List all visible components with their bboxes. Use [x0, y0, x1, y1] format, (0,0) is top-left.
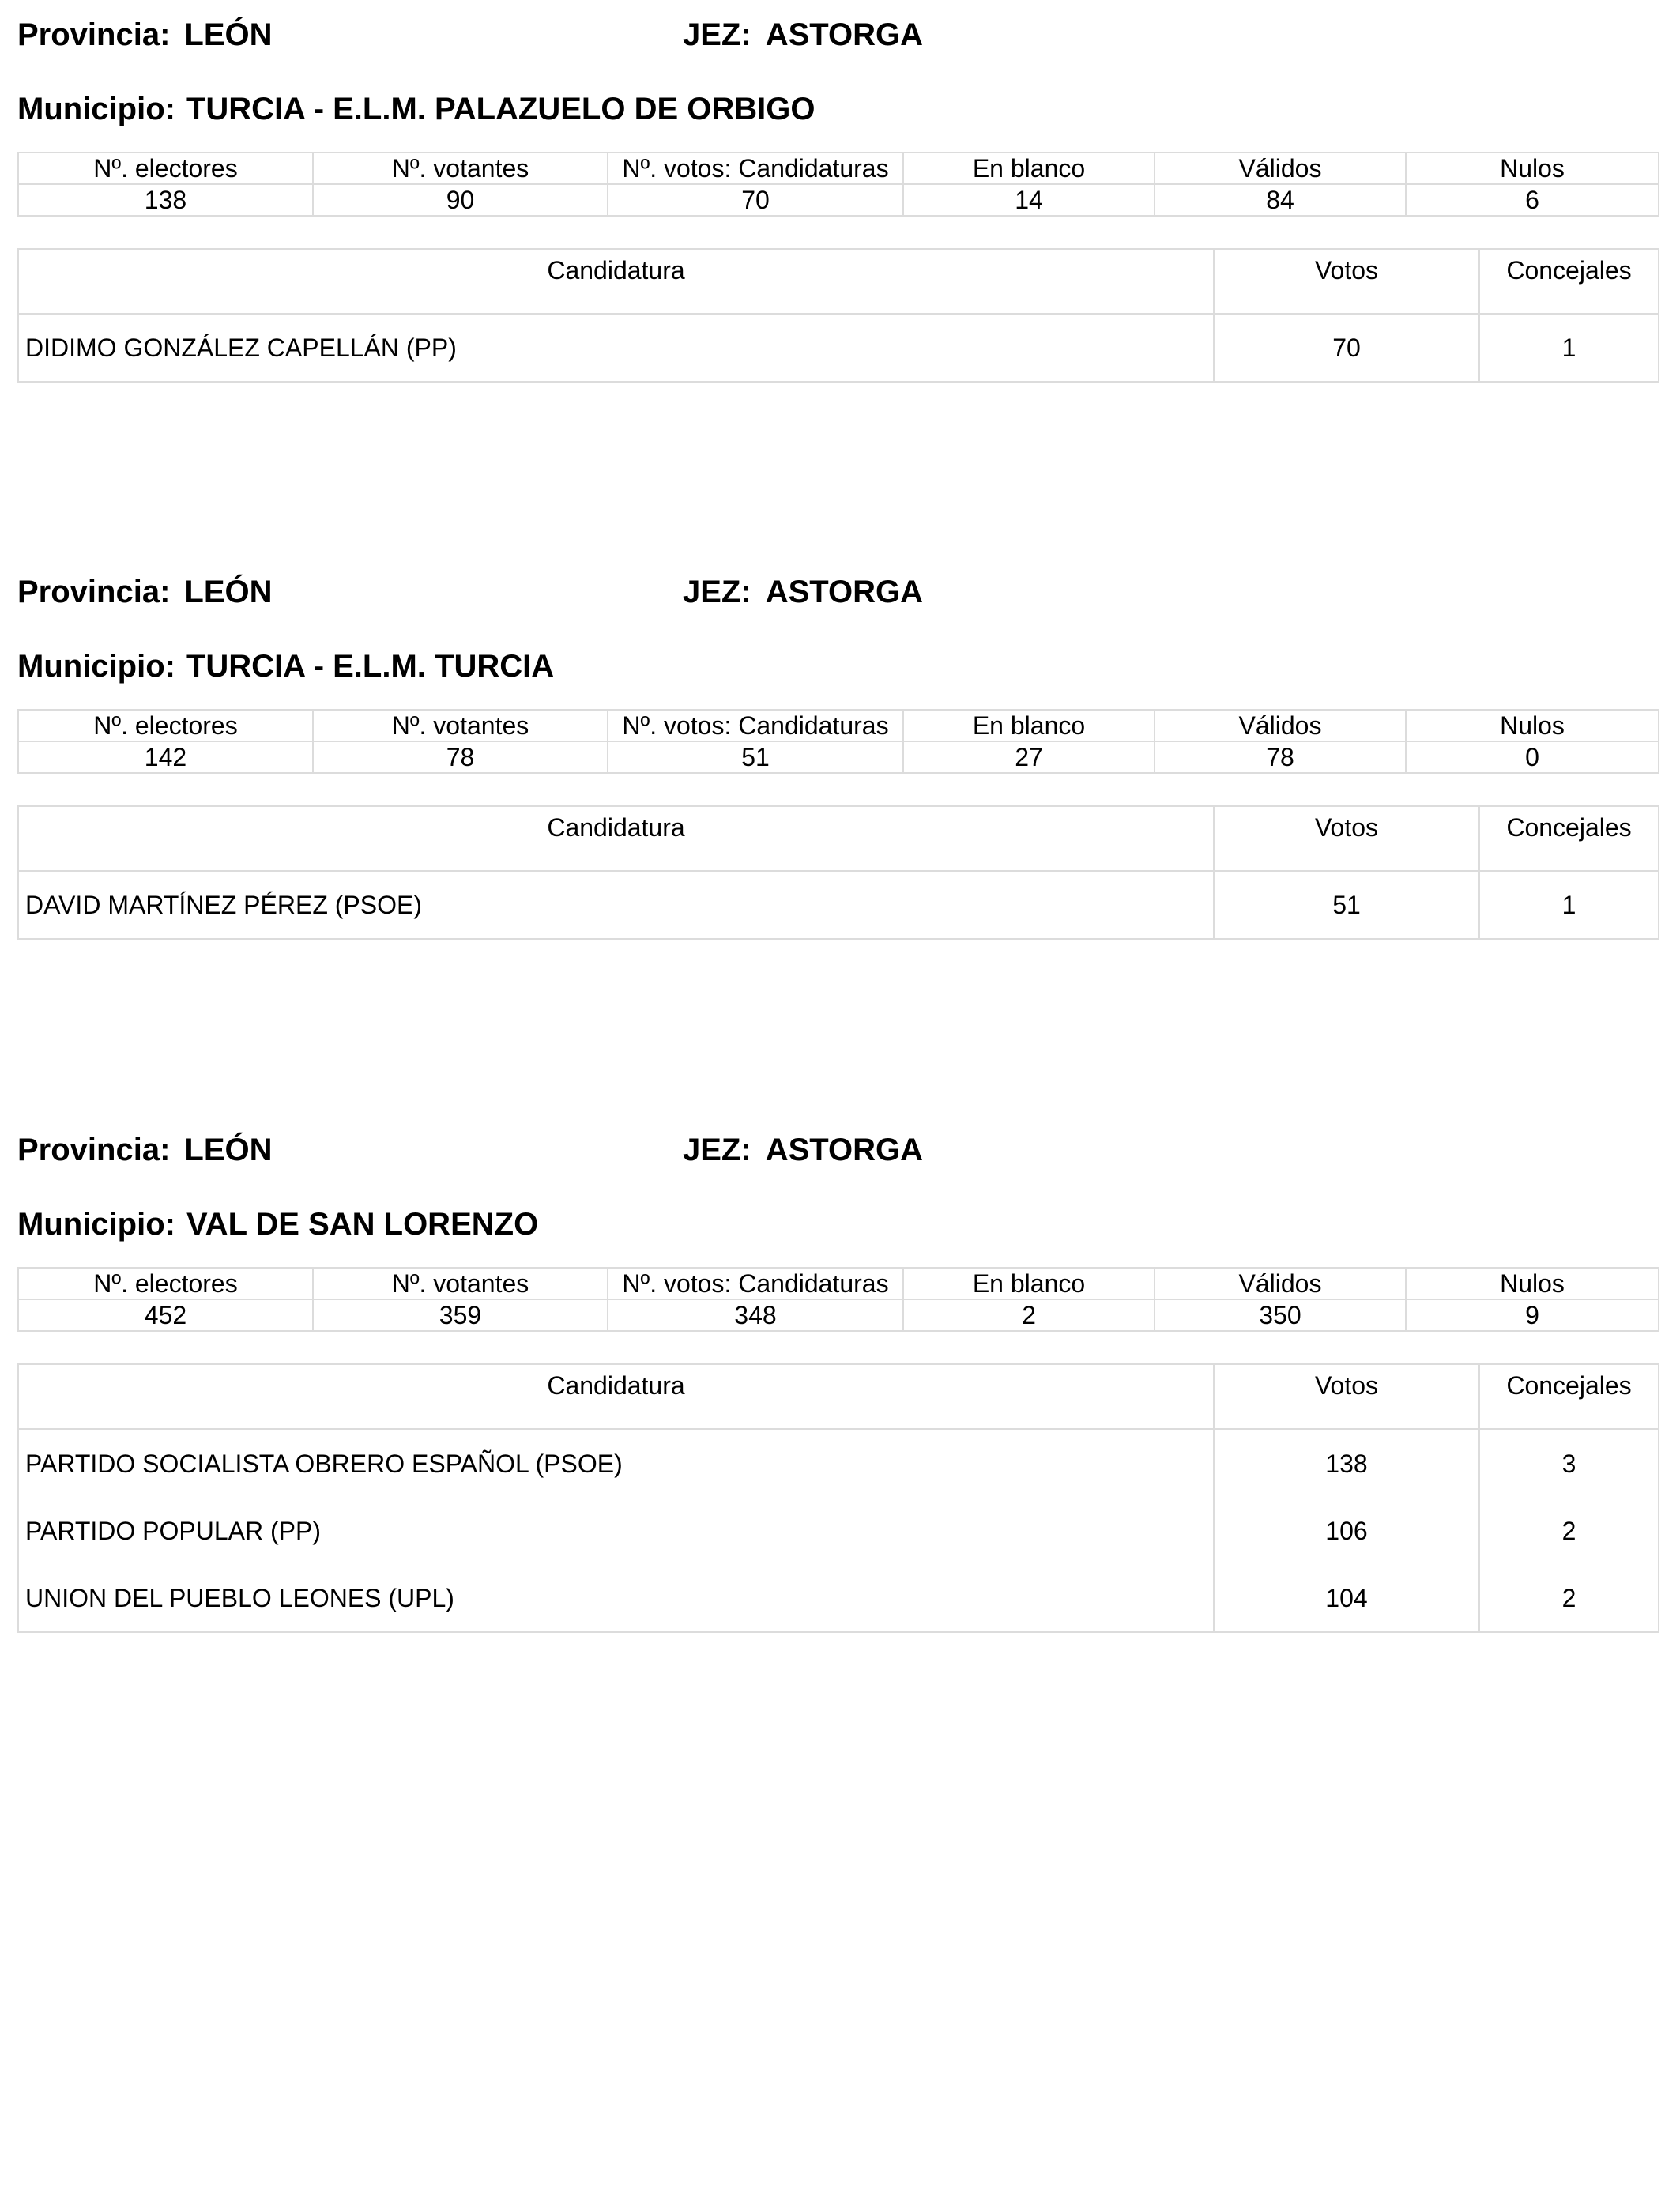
provincia-heading [17, 568, 273, 616]
stats-value-nulos: 9 [1406, 1299, 1659, 1331]
stats-value-nulos: 6 [1406, 184, 1659, 216]
provincia-heading [17, 1126, 273, 1174]
stats-value-electores: 142 [18, 741, 313, 773]
stats-value-row [18, 741, 1659, 773]
stats-header-validos: Válidos [1155, 710, 1406, 741]
stats-header-votantes: Nº. votantes [313, 1268, 608, 1299]
header-candidatura: Candidatura [18, 249, 1214, 314]
candidatura-concejales: 2 [1479, 1497, 1659, 1564]
candidatura-row [18, 314, 1659, 382]
jez-label: JEZ: [683, 575, 751, 609]
provincia-label: Provincia: [17, 1133, 171, 1167]
candidatura-name: DAVID MARTÍNEZ PÉREZ (PSOE) [18, 871, 1214, 939]
stats-value-votantes: 78 [313, 741, 608, 773]
stats-header-nulos: Nulos [1406, 710, 1659, 741]
stats-value-row [18, 1299, 1659, 1331]
provincia-label: Provincia: [17, 17, 171, 52]
header-candidatura: Candidatura [18, 1364, 1214, 1429]
municipio-value: TURCIA - E.L.M. TURCIA [186, 649, 555, 684]
stats-header-electores: Nº. electores [18, 710, 313, 741]
stats-table [17, 709, 1659, 774]
stats-header-votos-candidaturas: Nº. votos: Candidaturas [608, 153, 903, 184]
header-candidatura: Candidatura [18, 806, 1214, 871]
header-concejales: Concejales [1479, 249, 1659, 314]
stats-header-row [18, 153, 1659, 184]
header-votos: Votos [1214, 249, 1479, 314]
stats-header-row [18, 710, 1659, 741]
stats-table [17, 1267, 1659, 1332]
candidaturas-table [17, 248, 1659, 383]
stats-value-votos-candidaturas: 51 [608, 741, 903, 773]
jez-heading [683, 1126, 923, 1174]
candidatura-concejales: 1 [1479, 871, 1659, 939]
stats-value-votantes: 359 [313, 1299, 608, 1331]
candidatura-concejales: 2 [1479, 1564, 1659, 1632]
candidatura-row [18, 1429, 1659, 1497]
stats-header-votos-candidaturas: Nº. votos: Candidaturas [608, 710, 903, 741]
stats-header-validos: Válidos [1155, 1268, 1406, 1299]
stats-value-votos-candidaturas: 348 [608, 1299, 903, 1331]
stats-header-votantes: Nº. votantes [313, 153, 608, 184]
municipio-section-2 [0, 568, 1680, 1011]
header-concejales: Concejales [1479, 806, 1659, 871]
header-votos: Votos [1214, 1364, 1479, 1429]
municipio-label: Municipio: [17, 1207, 175, 1242]
candidatura-name: PARTIDO SOCIALISTA OBRERO ESPAÑOL (PSOE) [18, 1429, 1214, 1497]
stats-value-en-blanco: 2 [903, 1299, 1155, 1331]
jez-heading [683, 11, 923, 58]
stats-header-electores: Nº. electores [18, 153, 313, 184]
candidatura-votos: 106 [1214, 1497, 1479, 1564]
candidaturas-table [17, 1363, 1659, 1633]
stats-value-nulos: 0 [1406, 741, 1659, 773]
candidatura-name: UNION DEL PUEBLO LEONES (UPL) [18, 1564, 1214, 1632]
stats-header-votantes: Nº. votantes [313, 710, 608, 741]
stats-header-en-blanco: En blanco [903, 153, 1155, 184]
stats-value-validos: 350 [1155, 1299, 1406, 1331]
stats-header-validos: Válidos [1155, 153, 1406, 184]
municipio-value: VAL DE SAN LORENZO [186, 1207, 539, 1242]
municipio-heading [17, 85, 816, 133]
candidatura-row [18, 871, 1659, 939]
candidatura-name: DIDIMO GONZÁLEZ CAPELLÁN (PP) [18, 314, 1214, 382]
stats-value-validos: 84 [1155, 184, 1406, 216]
municipio-label: Municipio: [17, 92, 175, 126]
candidatura-votos: 104 [1214, 1564, 1479, 1632]
stats-value-electores: 138 [18, 184, 313, 216]
stats-header-nulos: Nulos [1406, 153, 1659, 184]
provincia-value: LEÓN [184, 17, 273, 52]
jez-value: ASTORGA [765, 575, 923, 609]
provincia-value: LEÓN [184, 1133, 273, 1167]
stats-header-electores: Nº. electores [18, 1268, 313, 1299]
candidaturas-header-row [18, 249, 1659, 314]
stats-value-votos-candidaturas: 70 [608, 184, 903, 216]
provincia-label: Provincia: [17, 575, 171, 609]
candidaturas-header-row [18, 806, 1659, 871]
candidaturas-table [17, 805, 1659, 940]
candidatura-votos: 138 [1214, 1429, 1479, 1497]
municipio-heading [17, 1201, 538, 1248]
provincia-value: LEÓN [184, 575, 273, 609]
jez-value: ASTORGA [765, 17, 923, 52]
municipio-heading [17, 643, 554, 690]
stats-value-validos: 78 [1155, 741, 1406, 773]
municipio-label: Municipio: [17, 649, 175, 684]
candidatura-name: PARTIDO POPULAR (PP) [18, 1497, 1214, 1564]
stats-header-nulos: Nulos [1406, 1268, 1659, 1299]
municipio-section-3 [0, 1126, 1680, 1612]
jez-label: JEZ: [683, 17, 751, 52]
stats-value-electores: 452 [18, 1299, 313, 1331]
stats-table [17, 152, 1659, 217]
stats-value-row [18, 184, 1659, 216]
stats-header-en-blanco: En blanco [903, 710, 1155, 741]
jez-heading [683, 568, 923, 616]
stats-header-en-blanco: En blanco [903, 1268, 1155, 1299]
municipio-section-1 [0, 11, 1680, 454]
candidatura-concejales: 3 [1479, 1429, 1659, 1497]
provincia-heading [17, 11, 273, 58]
jez-label: JEZ: [683, 1133, 751, 1167]
stats-value-votantes: 90 [313, 184, 608, 216]
candidatura-votos: 70 [1214, 314, 1479, 382]
header-concejales: Concejales [1479, 1364, 1659, 1429]
candidatura-row [18, 1497, 1659, 1564]
header-votos: Votos [1214, 806, 1479, 871]
municipio-value: TURCIA - E.L.M. PALAZUELO DE ORBIGO [186, 92, 816, 126]
candidatura-votos: 51 [1214, 871, 1479, 939]
stats-header-votos-candidaturas: Nº. votos: Candidaturas [608, 1268, 903, 1299]
jez-value: ASTORGA [765, 1133, 923, 1167]
candidaturas-header-row [18, 1364, 1659, 1429]
stats-header-row [18, 1268, 1659, 1299]
stats-value-en-blanco: 27 [903, 741, 1155, 773]
candidatura-row [18, 1564, 1659, 1632]
stats-value-en-blanco: 14 [903, 184, 1155, 216]
candidatura-concejales: 1 [1479, 314, 1659, 382]
